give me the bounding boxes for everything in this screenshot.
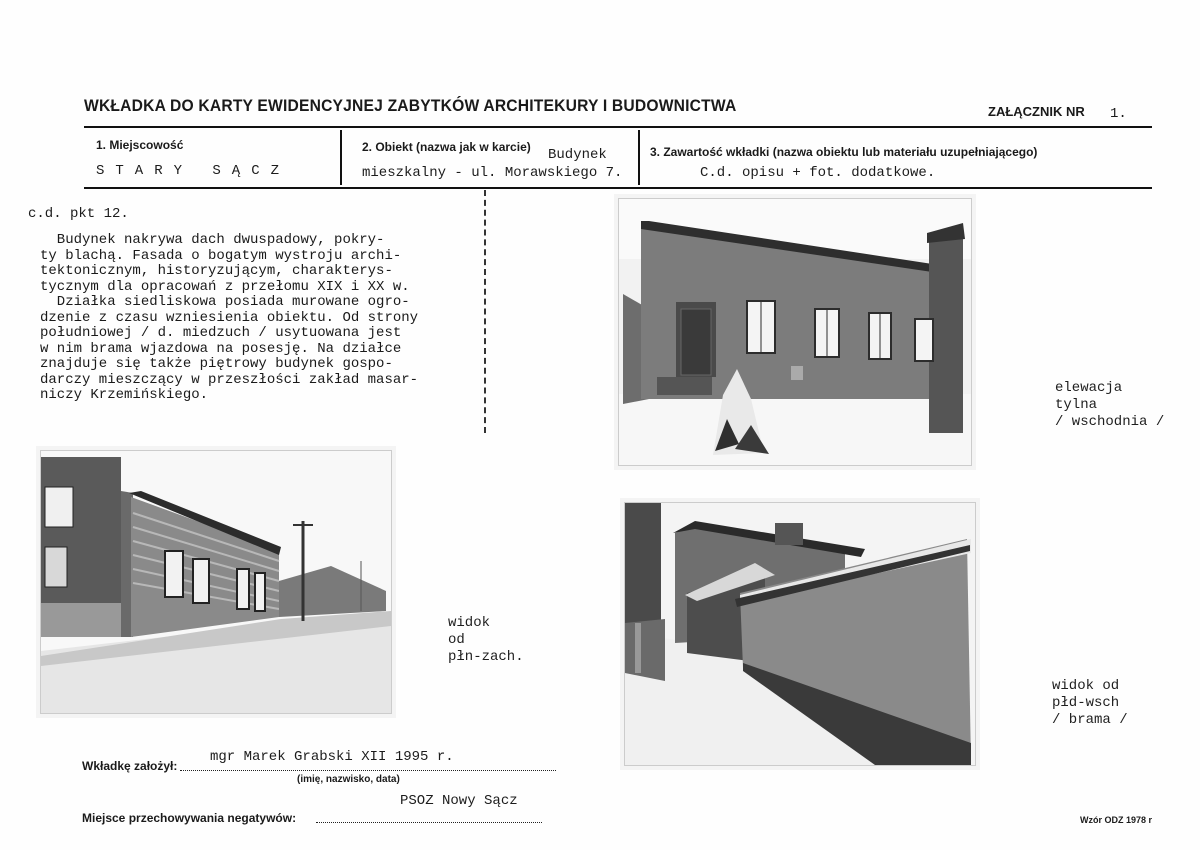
author-dotted-line xyxy=(180,770,556,771)
field-1-value: STARY SĄCZ xyxy=(96,163,291,179)
caption-northwest-line1: widok xyxy=(448,615,491,631)
field-2-value-line1: Budynek xyxy=(548,147,607,163)
author-hint: (imię, nazwisko, data) xyxy=(297,774,400,785)
description-heading: c.d. pkt 12. xyxy=(28,206,129,222)
field-3-value: C.d. opisu + fot. dodatkowe. xyxy=(700,165,936,181)
header-top-rule xyxy=(84,126,1152,128)
caption-northwest xyxy=(448,615,524,666)
author-value: mgr Marek Grabski XII 1995 r. xyxy=(210,749,454,765)
description-margin-line xyxy=(484,190,486,433)
caption-rear-line3: / wschodnia / xyxy=(1055,414,1165,430)
field-divider-2 xyxy=(638,130,640,185)
caption-rear xyxy=(1055,380,1164,431)
caption-southeast-line2: płd-wsch xyxy=(1052,695,1120,711)
annex-label: ZAŁĄCZNIK NR xyxy=(988,104,1085,119)
photo-southeast-gate xyxy=(624,502,976,766)
photo-rear-elevation-image xyxy=(619,199,971,465)
caption-northwest-line3: płn-zach. xyxy=(448,649,524,665)
caption-southeast-line1: widok od xyxy=(1052,678,1120,694)
storage-label: Miejsce przechowywania negatywów: xyxy=(82,811,297,825)
caption-southeast-line3: / brama / xyxy=(1052,712,1128,728)
caption-northwest-line2: od xyxy=(448,632,465,648)
storage-value: PSOZ Nowy Sącz xyxy=(400,793,518,809)
photo-northwest-view-image xyxy=(41,451,391,713)
caption-southeast xyxy=(1052,678,1128,729)
field-2-label: 2. Obiekt (nazwa jak w karcie) xyxy=(362,140,531,154)
form-mark: Wzór ODZ 1978 r xyxy=(1080,815,1153,825)
field-divider-1 xyxy=(340,130,342,185)
caption-rear-line2: tylna xyxy=(1055,397,1098,413)
header-bottom-rule xyxy=(84,187,1152,189)
document-title: WKŁADKA DO KARTY EWIDENCYJNEJ ZABYTKÓW ARCHITEKURY I BUDOWNICTWA xyxy=(84,96,737,115)
photo-rear-elevation xyxy=(618,198,972,466)
field-2-value-line2: mieszkalny - ul. Morawskiego 7. xyxy=(362,165,623,181)
author-label: Wkładkę założył: xyxy=(82,759,178,773)
caption-rear-line1: elewacja xyxy=(1055,380,1123,396)
annex-number: 1. xyxy=(1110,106,1127,122)
storage-dotted-line xyxy=(316,822,542,823)
photo-northwest-view xyxy=(40,450,392,714)
description-text: Budynek nakrywa dach dwuspadowy, pokry- ty blachą. Fasada o bogatym wystroju archi- tektonicznym, historyzującym, charakterys- tycznym dla opracowań z przełomu XIX i XX w. Działka siedliskowa posiada murowane ogro- dzenie z czasu wzniesienia obiektu. Od strony południowej / d. miedzuch / usytuowana jest w nim brama wjazdowa na posesję. Na działce znajduje się także piętrowy budynek gospo- darczy mieszczący w przeszłości zakład masar- niczy Krzemińskiego. xyxy=(40,232,419,403)
field-1-label: 1. Miejscowość xyxy=(96,138,184,152)
photo-southeast-gate-image xyxy=(625,503,975,765)
field-3-label: 3. Zawartość wkładki (nazwa obiektu lub materiału uzupełniającego) xyxy=(650,145,1038,159)
